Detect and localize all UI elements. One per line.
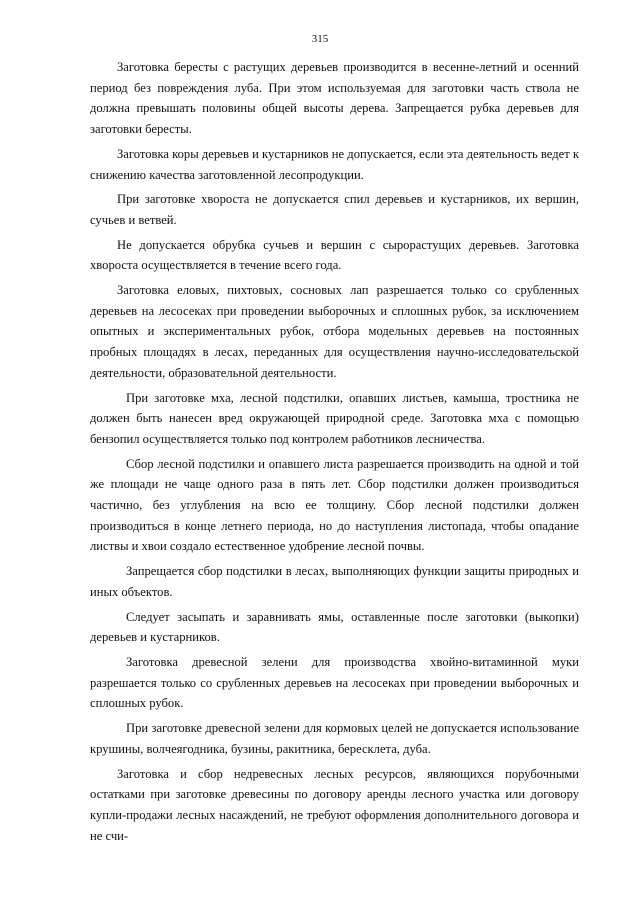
paragraph-6: При заготовке мха, лесной подстилки, опавших листьев, камыша, тростника не должен быть нанесен вред окружающей природной среде. Заготовка мха с помощью бензопил осуществляется только под контролем работников лесничества. — [90, 390, 579, 446]
paragraph-9: Следует засыпать и заравнивать ямы, оставленные после заготовки (выкопки) деревьев и кустарников. — [90, 609, 579, 645]
paragraph-10: Заготовка древесной зелени для производства хвойно-витаминной муки разрешается только со срубленных деревьев на лесосеках при проведении выборочных и сплошных рубок. — [90, 654, 579, 711]
paragraph-8: Запрещается сбор подстилки в лесах, выполняющих функции защиты природных и иных объектов. — [90, 564, 579, 599]
paragraph-1: Заготовка бересты с растущих деревьев производится в весенне-летний и осенний период без повреждения луба. При этом используемая для заготовки часть ствола не должна превышать половины общей высоты дерева. Запрещается рубка деревьев для заготовки бересты. — [90, 60, 579, 137]
paragraph-5: Заготовка еловых, пихтовых, сосновых лап разрешается только со срубленных деревьев на лесосеках при проведении выборочных и сплошных рубок, за исключением опытных и экспериментальных рубок, отбора модельных деревьев на постоянных пробных площадях в лесах, переданных для осуществления научно-исследовательской деятельности, образовательной деятельности. — [90, 283, 579, 380]
document-body — [90, 57, 579, 850]
paragraph-12: Заготовка и сбор недревесных лесных ресурсов, являющихся порубочными остатками при заготовке древесины по договору аренды лесного участка или договору купли-продажи лесных насаждений, не требуют оформления дополнительного договора и не счи- — [90, 766, 579, 843]
paragraph-2: Заготовка коры деревьев и кустарников не допускается, если эта деятельность ведет к снижению качества заготовленной лесопродукции. — [90, 146, 579, 182]
paragraph-7: Сбор лесной подстилки и опавшего листа разрешается производить на одной и той же площади не чаще одного раза в пять лет. Сбор подстилки должен производиться частично, без углубления на всю ее толщину. Сбор лесной подстилки должен производиться в конце летнего периода, но до наступления листопада, чтобы опадание листвы и хвои создало естественное удобрение лесной почвы. — [90, 456, 579, 554]
paragraph-11: При заготовке древесной зелени для кормовых целей не допускается использование крушины, волчеягодника, бузины, ракитника, бересклета, дуба. — [90, 721, 579, 756]
page-number: 315 — [311, 33, 329, 45]
paragraph-3: При заготовке хвороста не допускается спил деревьев и кустарников, их вершин, сучьев и ветвей. — [90, 192, 579, 227]
paragraph-4: Не допускается обрубка сучьев и вершин с сырорастущих деревьев. Заготовка хвороста осуществляется в течение всего года. — [90, 237, 579, 273]
